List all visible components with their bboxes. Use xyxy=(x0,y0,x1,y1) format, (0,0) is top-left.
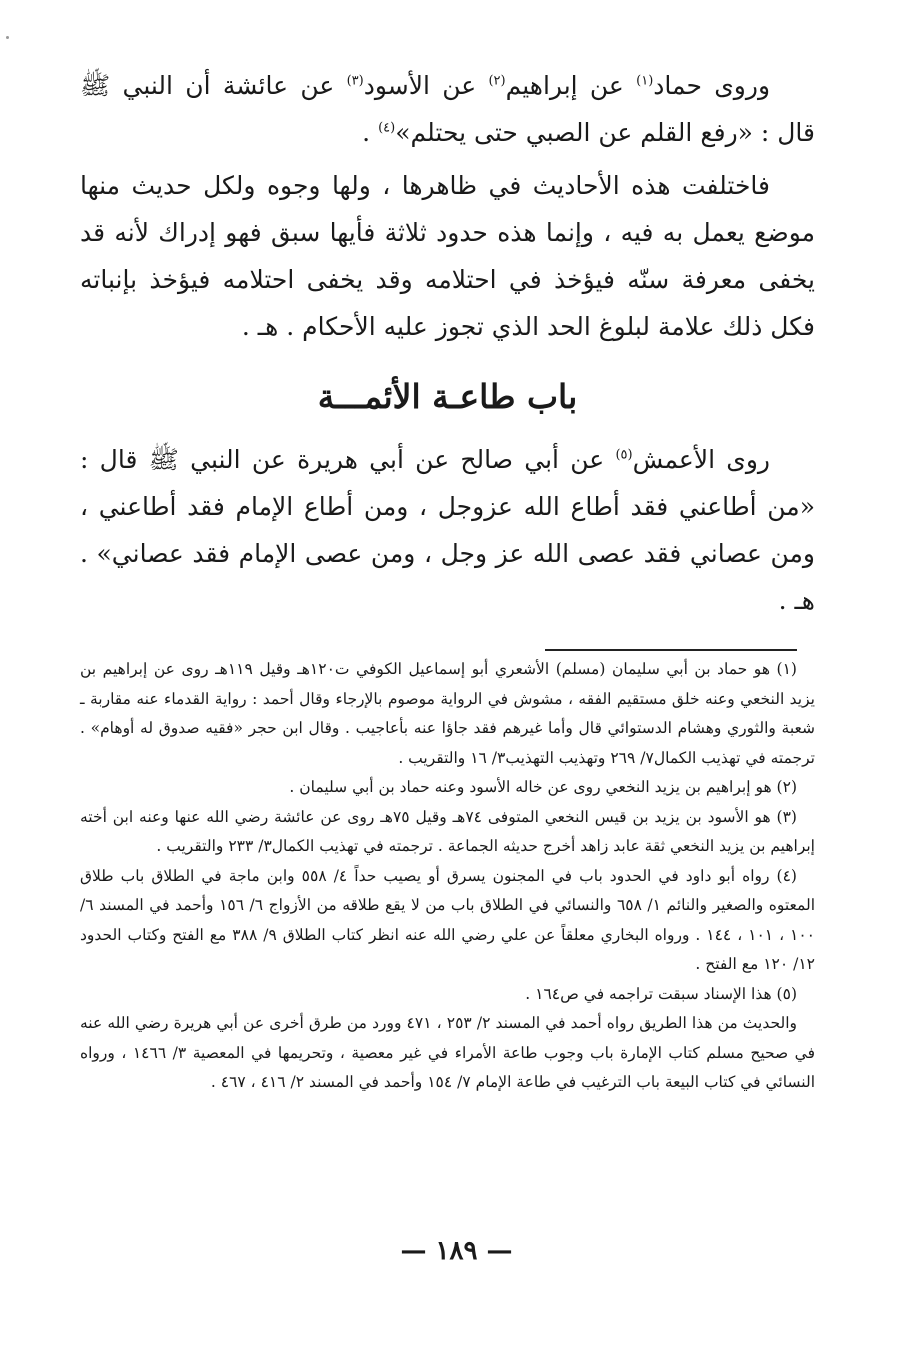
text-segment: عن الأسود xyxy=(363,71,489,100)
paragraph-hadith-2 xyxy=(80,436,815,624)
text-segment: عن إبراهيم xyxy=(505,71,637,100)
footnote-5-continuation: والحديث من هذا الطريق رواه أحمد في المسند ٢/ ٢٥٣ ، ٤٧١ وورد من طرق أخرى عن أبي هريرة رضي الله عنه في صحيح مسلم كتاب الإمارة باب وجوب طاعة الأمراء في غير معصية ، وتحريمها في المعصية ٣/ ١٤٦٦ ، ورواه النسائي في كتاب البيعة باب الترغيب في طاعة الإمام ٧/ ١٥٤ وأحمد في المسند ٢/ ٤١٦ ، ٤٦٧ . xyxy=(80,1014,815,1091)
footnote-3: (٣) هو الأسود بن يزيد بن قيس النخعي المتوفى ٧٤هـ وقيل ٧٥هـ روى عن عائشة رضي الله عنها وعنه ابن أخته إبراهيم بن يزيد النخعي ثقة عابد زاهد أخرج حديثه الجماعة . ترجمته في تهذيب الكمال٣/ ٢٣٣ والتقريب . xyxy=(80,807,815,855)
footnote-4: (٤) رواه أبو داود في الحدود باب في المجنون يسرق أو يصيب حداً ٤/ ٥٥٨ وابن ماجة في الطلاق باب طلاق المعتوه والصغير والنائم ١/ ٦٥٨ والنسائي في الطلاق باب من لا يقع طلاقه من الأزواج ٦/ ١٥٦ وأحمد في المسند ٦/ ١٠٠ ، ١٠١ ، ١٤٤ . ورواه البخاري معلقاً عن علي رضي الله عنه انظر كتاب الطلاق ٩/ ٣٨٨ مع الفتح وكتاب الحدود ١٢/ ١٢٠ مع الفتح . xyxy=(80,866,816,973)
chapter-heading: باب طاعـة الأئمـــة xyxy=(317,377,578,416)
footnote-2: (٢) هو إبراهيم بن يزيد النخعي روى عن خاله الأسود وعنه حماد بن أبي سليمان . xyxy=(289,778,797,796)
footnotes xyxy=(80,655,815,1098)
page-number: — ١٨٩ — xyxy=(400,1236,513,1266)
footnote-ref-1: (١) xyxy=(636,73,654,89)
footnote-5: (٥) هذا الإسناد سبقت تراجمه في ص١٦٤ . xyxy=(525,984,797,1003)
footnote-separator xyxy=(545,649,797,651)
text-segment: روى الأعمش xyxy=(632,445,770,474)
text-segment: . xyxy=(362,118,379,147)
text-segment: وروى حماد xyxy=(653,71,771,100)
text-segment: عن عائشة أن النبي ﷺ قال : «رفع القلم عن الصبي حتى يحتلم» xyxy=(80,71,815,147)
footnote-1: (١) هو حماد بن أبي سليمان (مسلم) الأشعري أبو إسماعيل الكوفي ت١٢٠هـ وقيل ١١٩هـ روى عن إبراهيم بن يزيد النخعي وعنه خلق مستقيم الفقه ، مشوش في الرواية موصوم بالإرجاء وقال أحمد : رواية القدماء عنه مقاربة ـ شعبة والثوري وهشام الدستوائي قال وأما غيرهم فقد جاؤا عنه بأعاجيب . وقال ابن حجر «فقيه صدوق له أوهام» . ترجمته في تهذيب الكمال٧/ ٢٦٩ وتهذيب التهذيب٣/ ١٦ والتقريب . xyxy=(80,660,815,767)
main-text xyxy=(80,62,815,624)
scan-speck xyxy=(6,36,9,39)
paragraph-commentary: فاختلفت هذه الأحاديث في ظاهرها ، ولها وجوه ولكل حديث منها موضع يعمل به فيه ، وإنما هذه حدود ثلاثة فأيها سبق فهو إدراك لأنه قد يخفى معرفة سنّه فيؤخذ في احتلامه وقد يخفى احتلامه فيؤخذ بإنباته فكل ذلك علامة لبلوغ الحد الذي تجوز عليه الأحكام . هـ . xyxy=(80,171,815,341)
text-segment: عن أبي صالح عن أبي هريرة عن النبي ﷺ قال : «من أطاعني فقد أطاع الله عزوجل ، ومن أطاع الإمام فقد أطاعني ، ومن عصاني فقد عصى الله عز وجل ، ومن عصى الإمام فقد عصاني» . هـ . xyxy=(80,445,815,615)
footnote-ref-5: (٥) xyxy=(615,447,633,463)
footnote-ref-3: (٣) xyxy=(346,73,364,89)
footnote-ref-4: (٤) xyxy=(378,120,396,136)
footnote-ref-2: (٢) xyxy=(488,73,506,89)
paragraph-hadith-1 xyxy=(80,62,815,156)
